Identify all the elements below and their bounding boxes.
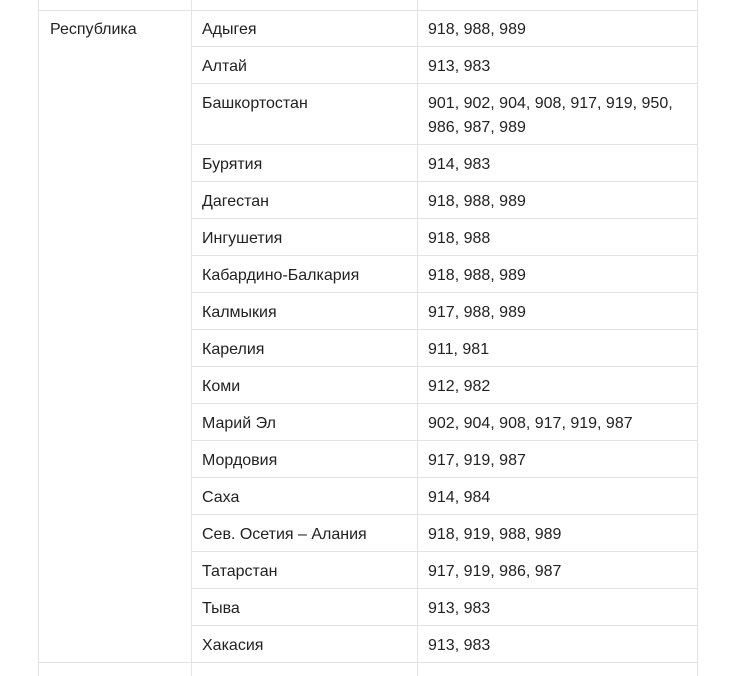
- codes-cell: 914, 983: [428, 156, 491, 173]
- codes-cell: 902, 904, 908, 917, 919, 987: [428, 415, 633, 432]
- table-row: [192, 293, 697, 330]
- table-row: [192, 441, 697, 478]
- region-cell: Калмыкия: [192, 293, 418, 329]
- codes-cell: 917, 988, 989: [428, 304, 526, 321]
- group-rows: [191, 10, 697, 663]
- region-cell: Марий Эл: [192, 404, 418, 440]
- region-cell: Ингушетия: [192, 219, 418, 255]
- table-row: [192, 330, 697, 367]
- region-cell: Алтай: [192, 47, 418, 83]
- region-cell: Хакасия: [192, 626, 418, 663]
- table-row: [192, 219, 697, 256]
- codes-cell: 917, 919, 986, 987: [428, 563, 562, 580]
- codes-cell: 913, 983: [428, 58, 491, 75]
- table-row: [192, 182, 697, 219]
- table-row: [192, 367, 697, 404]
- column-divider: [191, 0, 192, 10]
- region-cell: Бурятия: [192, 145, 418, 181]
- codes-cell: 918, 988: [428, 230, 491, 247]
- codes-cell: 918, 988, 989: [428, 267, 526, 284]
- column-divider: [191, 663, 192, 676]
- region-cell: Мордовия: [192, 441, 418, 477]
- codes-cell: 913, 983: [428, 637, 491, 654]
- codes-cell: 914, 984: [428, 489, 491, 506]
- codes-cell: 901, 902, 904, 908, 917, 919, 950, 986, 987, 989: [428, 95, 673, 136]
- table-row: [192, 256, 697, 293]
- table-group-republic: [39, 10, 697, 663]
- group-label: Республика: [50, 21, 137, 38]
- codes-cell: 911, 981: [428, 341, 490, 358]
- table-row-bottom: [39, 663, 697, 676]
- table-row: [192, 515, 697, 552]
- codes-cell: 913, 983: [428, 600, 491, 617]
- region-cell: Башкортостан: [192, 84, 418, 144]
- codes-cell: 918, 988, 989: [428, 193, 526, 210]
- codes-cell: 912, 982: [428, 378, 491, 395]
- table-row: [192, 626, 697, 663]
- table-row: [192, 47, 697, 84]
- table-row: [192, 552, 697, 589]
- region-cell: Дагестан: [192, 182, 418, 218]
- region-cell: Сев. Осетия – Алания: [192, 515, 418, 551]
- table-row: [192, 589, 697, 626]
- table-row: [192, 84, 697, 145]
- table-row: [192, 10, 697, 47]
- table-row: [192, 478, 697, 515]
- region-cell: Коми: [192, 367, 418, 403]
- region-cell: Саха: [192, 478, 418, 514]
- codes-cell: 918, 988, 989: [428, 21, 526, 38]
- codes-table: [38, 0, 698, 676]
- region-cell: Адыгея: [192, 10, 418, 46]
- region-cell: Кабардино-Балкария: [192, 256, 418, 292]
- region-cell: Карелия: [192, 330, 418, 366]
- table-row: [192, 404, 697, 441]
- codes-cell: 918, 919, 988, 989: [428, 526, 562, 543]
- region-cell: Татарстан: [192, 552, 418, 588]
- column-divider: [417, 663, 418, 676]
- table-row: [192, 145, 697, 182]
- region-cell: Тыва: [192, 589, 418, 625]
- codes-cell: 917, 919, 987: [428, 452, 526, 469]
